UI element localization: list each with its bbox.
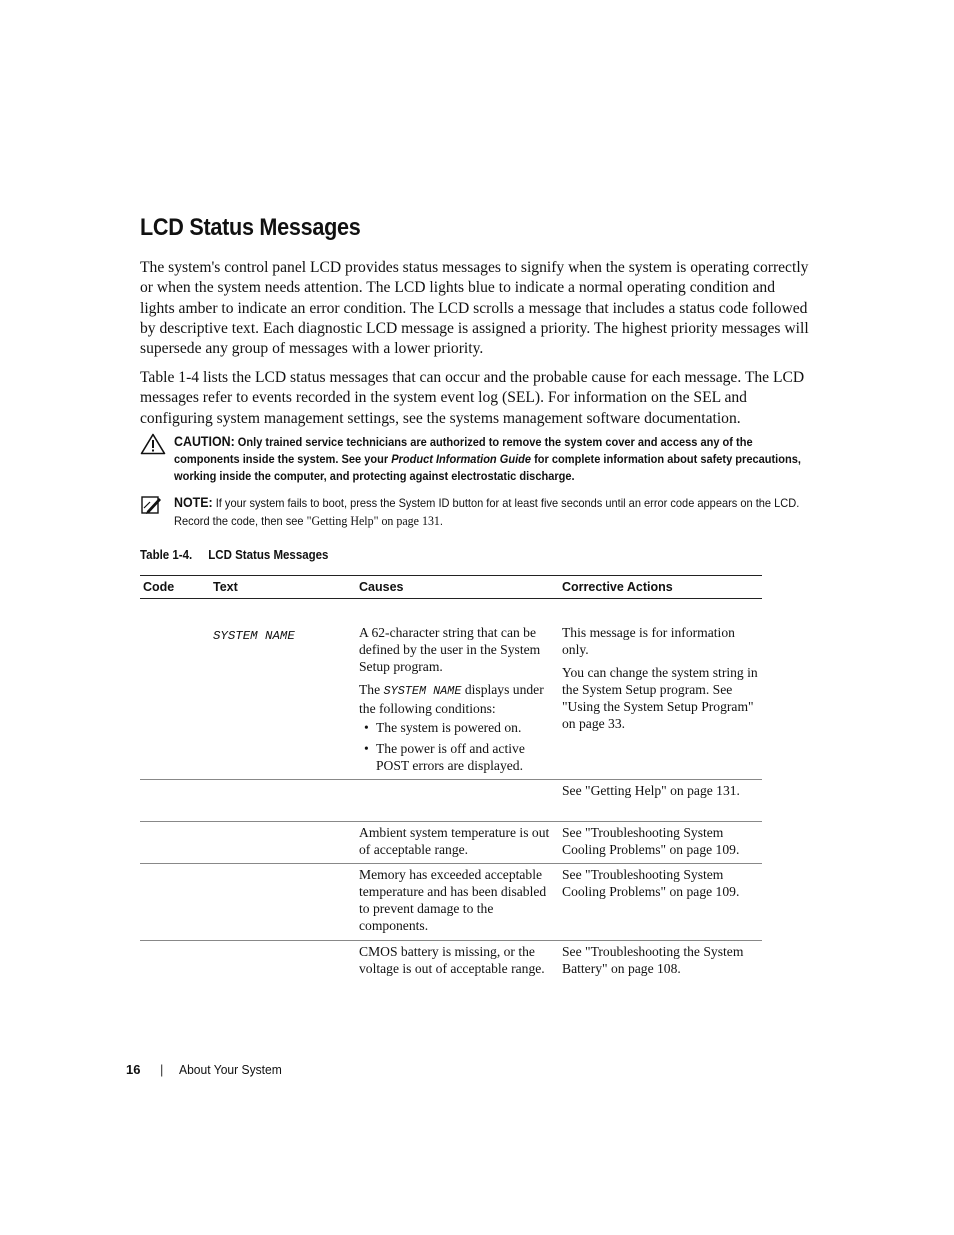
text-cell	[210, 822, 356, 864]
table-row	[140, 599, 762, 780]
note-label: NOTE:	[174, 495, 213, 510]
note-pencil-icon	[140, 494, 162, 521]
action-paragraph: You can change the system string in the System Setup program. See "Using the System Setup Program" on page 33.	[562, 665, 758, 731]
note-end: .	[439, 514, 443, 528]
table-row	[140, 864, 762, 941]
table-row	[140, 780, 762, 822]
intro-paragraph: The system's control panel LCD provides status messages to signify when the system is operating correctly or when the system needs attention. The LCD lights blue to indicate a normal operating condition and lights amber to indicate an error condition. The LCD scrolls a message that includes a status code followed by descriptive text. Each diagnostic LCD message is assigned a priority. The highest priority messages will supersede any group of messages with a lower priority.	[140, 259, 809, 358]
text-cell	[210, 599, 356, 780]
causes-cell: Memory has exceeded acceptable temperature and has been disabled to prevent damage to the components.	[356, 864, 559, 941]
caution-notice	[140, 433, 815, 485]
cause-bullet: • The system is powered on.	[359, 719, 556, 736]
actions-cell: See "Troubleshooting System Cooling Problems" on page 109.	[559, 822, 762, 864]
note-text: If your system fails to boot, press the System ID button for at least five seconds until an error code appears on the LCD. Record the code, then see	[174, 496, 800, 528]
action-paragraph: This message is for information only.	[562, 625, 735, 657]
actions-cell	[559, 599, 762, 780]
actions-cell: See "Getting Help" on page 131.	[559, 780, 762, 822]
code-cell	[140, 864, 210, 941]
warning-triangle-icon	[140, 433, 166, 460]
cause-text: displays under the following conditions:	[359, 682, 544, 716]
actions-cell: See "Troubleshooting the System Battery" on page 108.	[562, 944, 744, 976]
causes-cell: Ambient system temperature is out of acceptable range.	[356, 822, 559, 864]
text-cell	[210, 941, 356, 981]
note-xref-link[interactable]: "Getting Help" on page 131	[306, 513, 440, 528]
caution-label: CAUTION:	[174, 434, 235, 449]
text-cell	[210, 780, 356, 822]
code-cell	[140, 822, 210, 864]
page-heading: LCD Status Messages	[140, 214, 361, 241]
cause-code: SYSTEM NAME	[383, 684, 462, 698]
note-notice	[140, 494, 815, 530]
header-corrective-actions: Corrective Actions	[559, 576, 762, 599]
code-cell	[140, 941, 210, 981]
table-row	[140, 941, 762, 981]
guide-title: Product Information Guide	[391, 452, 532, 466]
cause-paragraph	[359, 681, 556, 717]
table-caption-number: Table 1-4.	[140, 548, 193, 562]
table-header-row	[140, 576, 762, 599]
cause-paragraph: A 62-character string that can be defined by the user in the System Setup program.	[359, 625, 541, 674]
footer-separator: |	[160, 1062, 164, 1077]
caution-text-end: for complete information about safety precautions, working inside the computer, and protecting against electrostatic discharge.	[174, 452, 801, 483]
causes-cell	[356, 780, 559, 822]
page-number: 16	[126, 1062, 141, 1077]
causes-cell	[356, 599, 559, 780]
caution-text: Only trained service technicians are authorized to remove the system cover and access any of the components inside the system. See your	[174, 435, 753, 466]
text-cell	[210, 864, 356, 941]
code-cell	[140, 780, 210, 822]
message-text: SYSTEM NAME	[213, 629, 295, 643]
table-intro-paragraph: Table 1-4 lists the LCD status messages that can occur and the probable cause for each message. The LCD messages refer to events recorded in the system event log (SEL). For information on the SEL and configuring system management settings, see the systems management software documentation.	[140, 369, 805, 427]
cause-text: The	[359, 682, 381, 697]
cause-bullet: • The power is off and active POST errors are displayed.	[359, 740, 556, 774]
header-text: Text	[210, 576, 356, 599]
header-code: Code	[140, 576, 210, 599]
code-cell	[140, 599, 210, 780]
table-row	[140, 822, 762, 864]
header-causes: Causes	[356, 576, 559, 599]
actions-cell: See "Troubleshooting System Cooling Problems" on page 109.	[559, 864, 762, 941]
footer-chapter-title: About Your System	[179, 1062, 282, 1077]
table-caption-title: LCD Status Messages	[208, 548, 329, 562]
lcd-status-table	[140, 575, 762, 981]
table-caption	[140, 548, 328, 562]
causes-cell: CMOS battery is missing, or the voltage is out of acceptable range.	[359, 944, 545, 976]
